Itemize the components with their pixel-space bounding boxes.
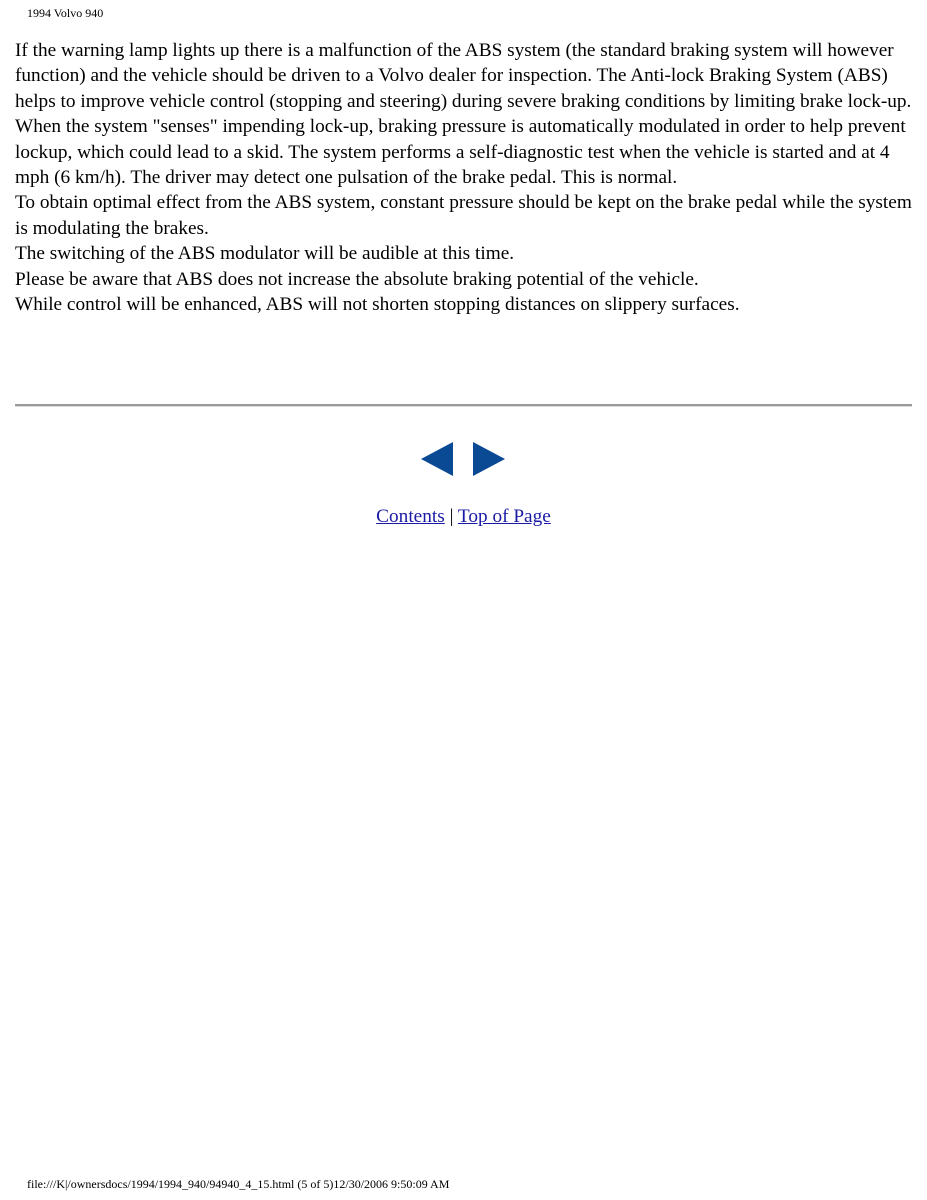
nav-separator: | [449, 506, 454, 527]
paragraph-braking-potential: Please be aware that ABS does not increase the absolute braking potential of the vehicle. [15, 268, 699, 290]
paragraph-abs-description: If the warning lamp lights up there is a malfunction of the ABS system (the standard braking system will however function) and the vehicle should be driven to a Volvo dealer for inspection. The Anti-lock Braking System (ABS) helps to improve vehicle control (stopping and steering) during severe braking conditions by limiting brake lock-up. When the system "senses" impending lock-up, braking pressure is automatically modulated in order to help prevent lockup, which could lead to a skid. The system performs a self-diagnostic test when the vehicle is started and at 4 mph (6 km/h). The driver may detect one pulsation of the brake pedal. This is normal. [15, 40, 912, 189]
top-of-page-link[interactable]: Top of Page [457, 506, 551, 527]
arrow-left-shape [421, 442, 453, 476]
nav-links [0, 505, 927, 529]
horizontal-divider [15, 404, 912, 407]
arrow-right-icon[interactable] [472, 441, 506, 477]
paragraph-stopping-distance: While control will be enhanced, ABS will not shorten stopping distances on slippery surfaces. [15, 294, 740, 316]
paragraph-constant-pressure: To obtain optimal effect from the ABS system, constant pressure should be kept on the brake pedal while the system is modulating the brakes. [15, 192, 912, 239]
arrow-left-icon[interactable] [420, 441, 454, 477]
arrow-right-shape [473, 442, 505, 476]
paragraph-modulator-audible: The switching of the ABS modulator will be audible at this time. [15, 243, 515, 265]
contents-link[interactable]: Contents [376, 506, 445, 527]
body-text [15, 38, 915, 317]
page-header: 1994 Volvo 940 [27, 6, 104, 20]
page-nav-arrows [420, 441, 508, 477]
page-footer-path: file:///K|/ownersdocs/1994/1994_940/94940_4_15.html (5 of 5)12/30/2006 9:50:09 AM [27, 1177, 450, 1191]
